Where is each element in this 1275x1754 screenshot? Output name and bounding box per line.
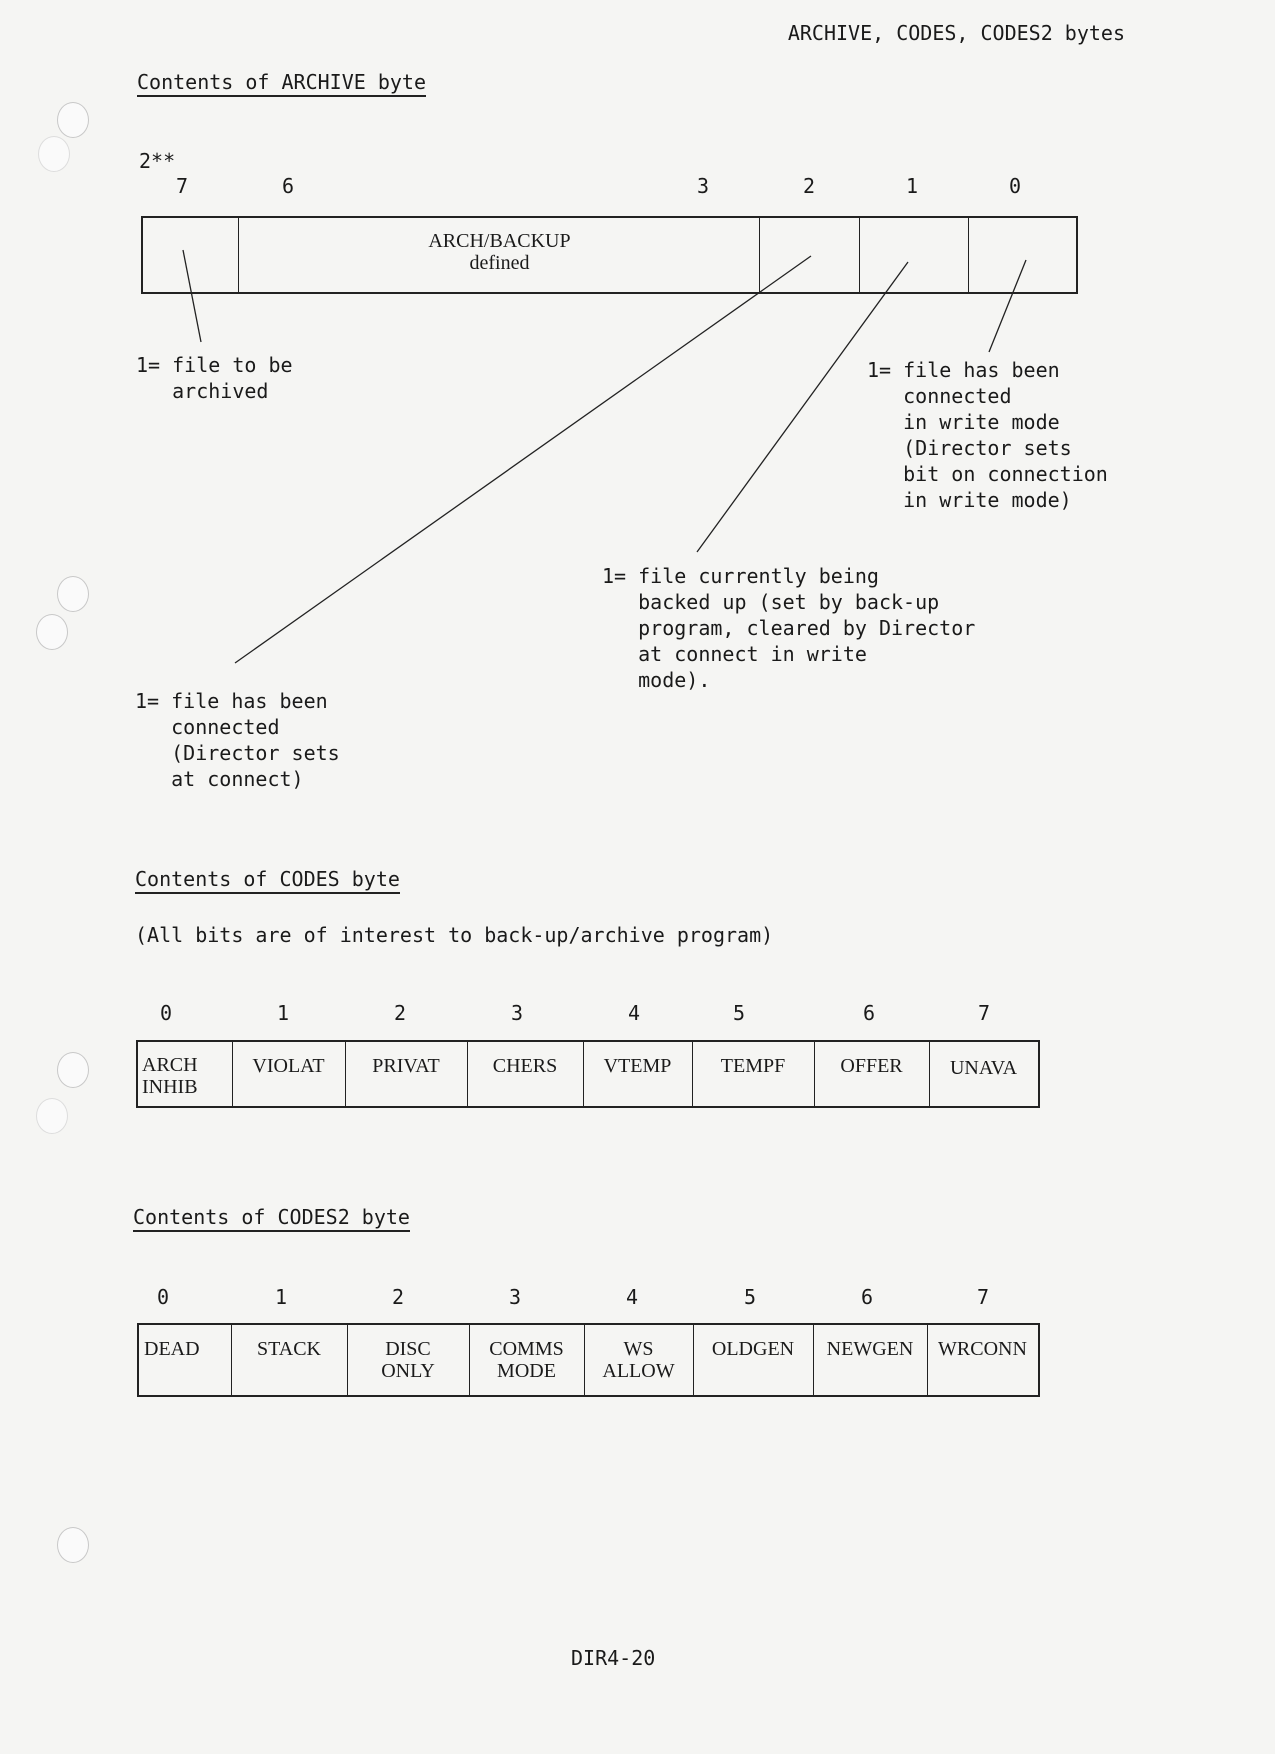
- codes2-bit-label: 1: [274, 1285, 288, 1309]
- archive-heading: Contents of ARCHIVE byte: [137, 70, 426, 97]
- archive-bit-label: 0: [1008, 174, 1022, 198]
- codes2-bit-label: 7: [976, 1285, 990, 1309]
- codes2-bit-label: 2: [391, 1285, 405, 1309]
- codes2-cell-oldgen: OLDGEN: [711, 1338, 795, 1360]
- arch-backup-field: ARCH/BACKUP defined: [428, 230, 571, 274]
- codes-cell-tempf: TEMPF: [720, 1055, 786, 1077]
- codes-register: [136, 1040, 1040, 1108]
- codes-heading: Contents of CODES byte: [135, 867, 400, 894]
- codes-subtitle: (All bits are of interest to back-up/archive program): [135, 923, 774, 947]
- codes-cell-unava: UNAVA: [949, 1057, 1018, 1079]
- codes2-heading: Contents of CODES2 byte: [133, 1205, 410, 1232]
- codes-cell-chers: CHERS: [492, 1055, 558, 1077]
- codes-cell-violat: VIOLAT: [252, 1055, 325, 1077]
- codes-bit-label: 6: [862, 1001, 876, 1025]
- archive-exponent: 2**: [139, 149, 176, 173]
- leader-line-bit0: [989, 260, 1026, 352]
- archive-bit-label: 6: [281, 174, 295, 198]
- codes-bit-label: 0: [159, 1001, 173, 1025]
- codes-cell-offer: OFFER: [840, 1055, 903, 1077]
- codes-bit-label: 1: [276, 1001, 290, 1025]
- codes2-bit-label: 6: [860, 1285, 874, 1309]
- codes2-cell-wrconn: WRCONN: [938, 1338, 1027, 1360]
- codes2-cell-newgen: NEWGEN: [826, 1338, 914, 1360]
- codes2-bit-label: 0: [156, 1285, 170, 1309]
- note-bit2: 1= file has been connected (Director sets at connect): [135, 689, 340, 791]
- codes2-cell-comms-mode: COMMS MODE: [489, 1338, 564, 1382]
- note-bit7: 1= file to be archived: [136, 353, 293, 403]
- note-bit1: 1= file currently being backed up (set by back-up program, cleared by Director at connect in write mode).: [602, 564, 976, 692]
- note-bit0: 1= file has been connected in write mode (Director sets bit on connection in write mode): [867, 358, 1108, 512]
- codes2-cell-disc-only: DISC ONLY: [381, 1338, 435, 1382]
- codes2-bit-label: 4: [625, 1285, 639, 1309]
- codes2-bit-label: 5: [743, 1285, 757, 1309]
- archive-bit-label: 1: [905, 174, 919, 198]
- leader-line-bit7: [183, 250, 201, 342]
- codes-cell-vtemp: VTEMP: [603, 1055, 672, 1077]
- codes-bit-label: 3: [510, 1001, 524, 1025]
- codes-bit-label: 7: [977, 1001, 991, 1025]
- codes-bit-label: 5: [732, 1001, 746, 1025]
- codes-cell-privat: PRIVAT: [372, 1055, 440, 1077]
- page-footer: DIR4-20: [571, 1646, 656, 1670]
- codes2-cell-dead: DEAD: [144, 1338, 200, 1360]
- codes-cell-arch-inhib: ARCH INHIB: [142, 1054, 198, 1098]
- codes2-bit-label: 3: [508, 1285, 522, 1309]
- archive-bit-label: 3: [696, 174, 710, 198]
- codes-bit-label: 4: [627, 1001, 641, 1025]
- codes2-cell-ws-allow: WS ALLOW: [602, 1338, 675, 1382]
- page-header: ARCHIVE, CODES, CODES2 bytes: [787, 21, 1125, 45]
- codes-bit-label: 2: [393, 1001, 407, 1025]
- codes2-cell-stack: STACK: [257, 1338, 321, 1360]
- codes2-register: [137, 1323, 1040, 1397]
- archive-bit-label: 2: [802, 174, 816, 198]
- archive-bit-label: 7: [175, 174, 189, 198]
